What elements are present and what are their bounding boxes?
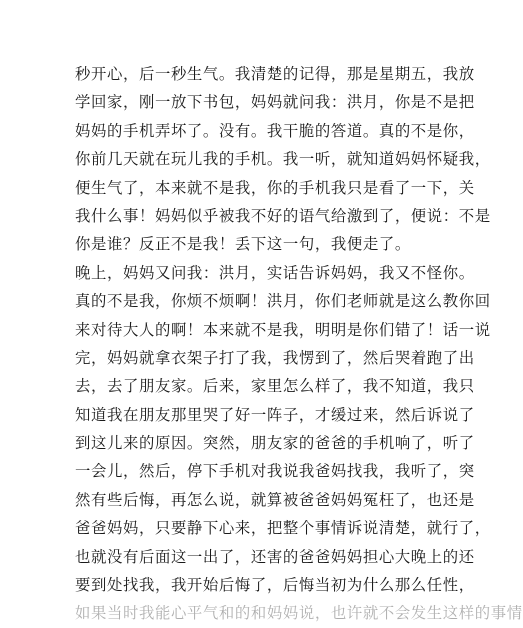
text-line-15: 一会儿，然后，停下手机对我说我爸妈找我，我听了，突: [75, 462, 475, 481]
text-line-16: 然有些后悔，再怎么说，就算被爸爸妈妈冤枉了，也还是: [75, 490, 475, 509]
text-line-10: 来对待大人的啊！本来就不是我，明明是你们错了！话一说: [75, 320, 491, 339]
text-line-8: 晚上，妈妈又问我：洪月，实话告诉妈妈，我又不怪你。: [75, 263, 475, 282]
text-line-2: 学回家，刚一放下书包，妈妈就问我：洪月，你是不是把: [75, 93, 475, 112]
text-line-12: 去，去了朋友家。后来，家里怎么样了，我不知道，我只: [75, 377, 475, 396]
text-line-9: 真的不是我，你烦不烦啊！洪月，你们老师就是这么教你回: [75, 292, 491, 311]
text-line-1: 秒开心，后一秒生气。我清楚的记得，那是星期五，我放: [75, 65, 475, 83]
text-line-4: 你前几天就在玩儿我的手机。我一听，就知道妈妈怀疑我，: [75, 150, 491, 169]
text-line-17: 爸爸妈妈，只要静下心来，把整个事情诉说清楚，就行了，: [75, 519, 491, 538]
text-line-6: 我什么事！妈妈似乎被我不好的语气给激到了，便说：不是: [75, 206, 491, 225]
text-line-5: 便生气了，本来就不是我，你的手机我只是看了一下，关: [75, 178, 475, 197]
text-line-3: 妈妈的手机弄坏了。没有。我干脆的答道。真的不是你，: [75, 121, 475, 140]
text-line-19: 要到处找我，我开始后悔了，后悔当初为什么那么任性，: [75, 576, 475, 595]
text-line-13: 知道我在朋友那里哭了好一阵子，才缓过来，然后诉说了: [75, 405, 475, 424]
essay-text: [75, 60, 523, 623]
text-line-20-cut: 如果当时我能心平气和的和妈妈说，也许就不会发生这样的事情: [75, 604, 523, 623]
text-line-18: 也就没有后面这一出了，还害的爸爸妈妈担心大晚上的还: [75, 547, 475, 566]
text-line-14: 到这儿来的原因。突然，朋友家的爸爸的手机响了，听了: [75, 434, 475, 453]
text-line-11: 完，妈妈就拿衣架子打了我，我愣到了，然后哭着跑了出: [75, 348, 475, 367]
text-line-7: 你是谁？反正不是我！丢下这一句，我便走了。: [75, 235, 411, 254]
